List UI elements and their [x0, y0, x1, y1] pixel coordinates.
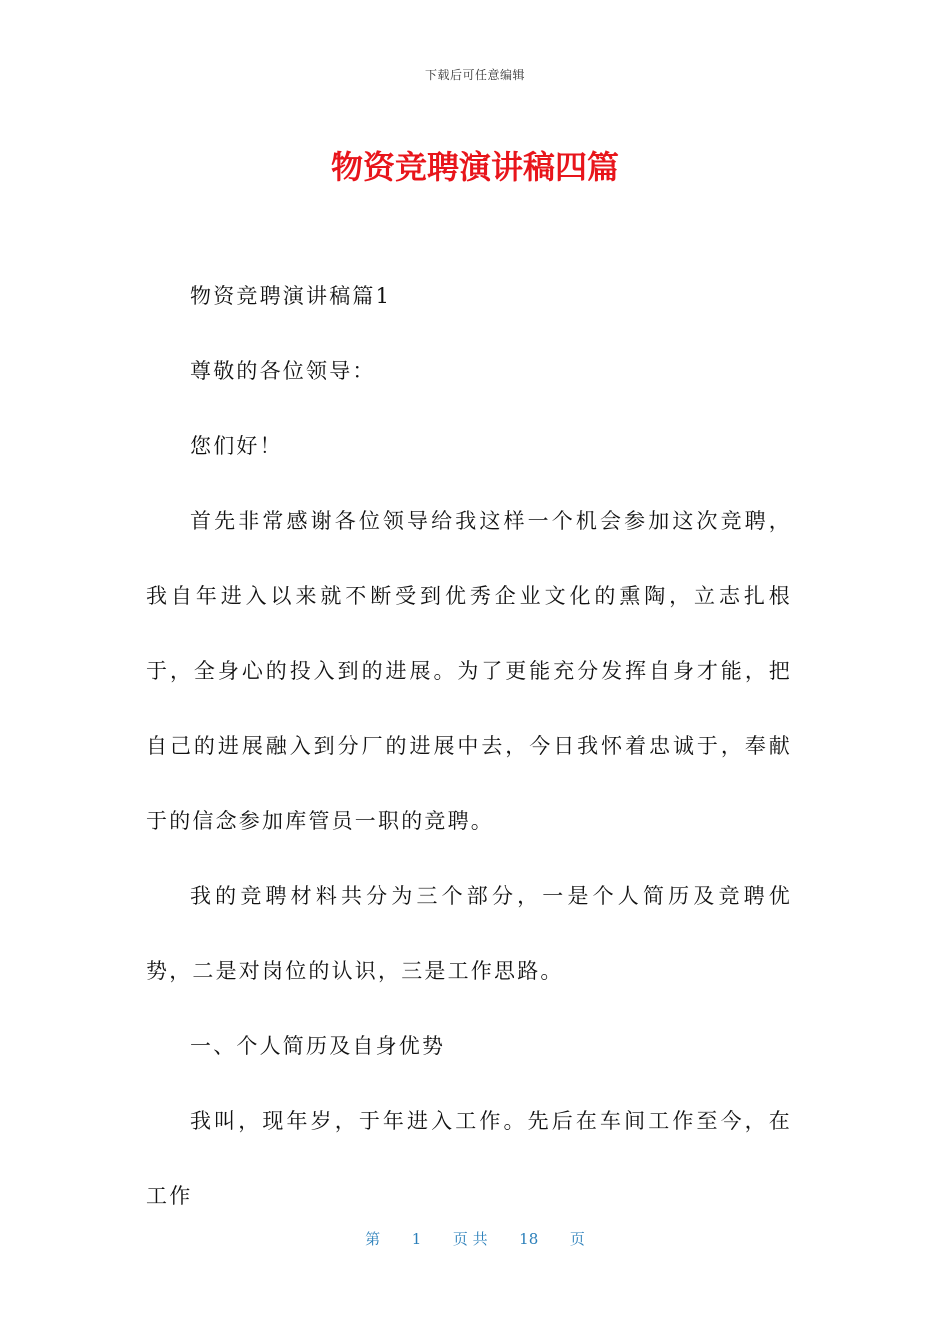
footer-page-prefix: 第: [365, 1230, 381, 1248]
page-footer: [0, 1228, 950, 1249]
paragraph-resume: 我叫，现年岁，于年进入工作。先后在车间工作至今，在工作: [146, 1109, 792, 1208]
paragraph-section-heading: 物资竞聘演讲稿篇1: [190, 284, 392, 308]
paragraph-outline: 我的竞聘材料共分为三个部分，一是个人简历及竞聘优势，二是对岗位的认识，三是工作思路。: [146, 884, 792, 983]
paragraph-greeting: 您们好！: [190, 434, 283, 458]
footer-page-suffix: 页: [569, 1230, 585, 1248]
paragraph-introduction: 首先非常感谢各位领导给我这样一个机会参加这次竞聘，我自年进入以来就不断受到优秀企业文化的熏陶，立志扎根于，全身心的投入到的进展。为了更能充分发挥自身才能，把自己的进展融入到分厂的进展中去，今日我怀着忠诚于，奉献于的信念参加库管员一职的竞聘。: [146, 509, 792, 833]
paragraph-salutation: 尊敬的各位领导：: [190, 359, 376, 383]
footer-total-pages: 18: [519, 1230, 539, 1248]
footer-page-middle: 页 共: [452, 1230, 488, 1248]
document-body: [146, 259, 792, 1234]
footer-page-number: 1: [411, 1230, 422, 1248]
header-note: 下载后可任意编辑: [424, 68, 525, 82]
document-title: 物资竞聘演讲稿四篇: [330, 148, 619, 186]
paragraph-subheading: 一、个人简历及自身优势: [190, 1034, 446, 1058]
